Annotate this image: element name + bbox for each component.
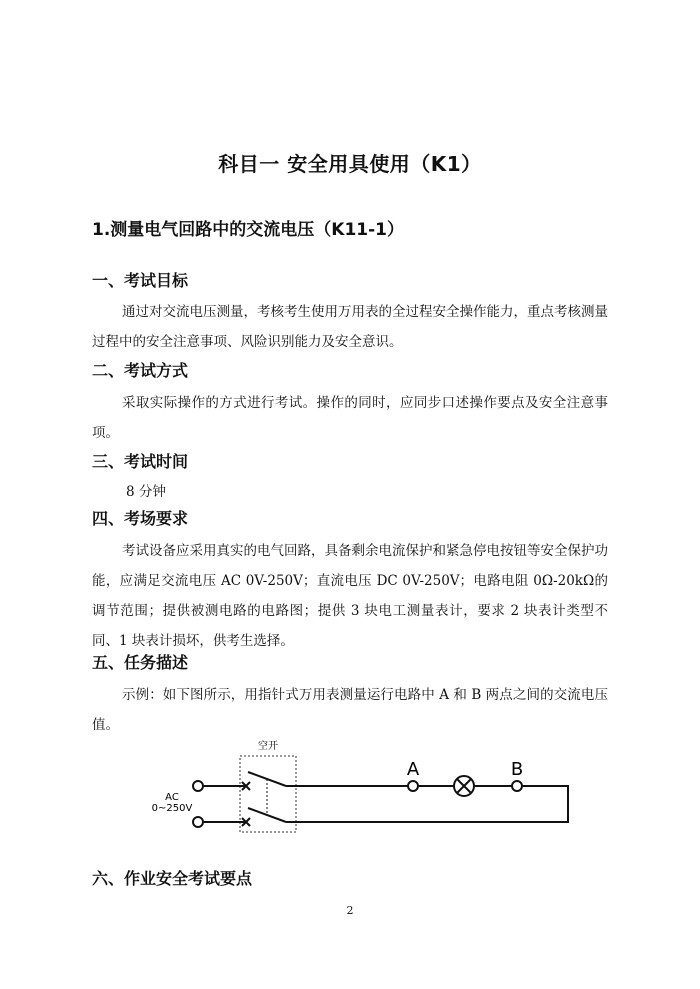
paragraph-exam-time: 8 分钟	[126, 484, 166, 500]
heading-exam-time: 三、考试时间	[92, 452, 189, 471]
heading-venue-requirements: 四、考场要求	[92, 509, 189, 528]
paragraph-exam-goal: 通过对交流电压测量，考核考生使用万用表的全过程安全操作能力，重点考核测量过程中的安全注意事项、风险识别能力及安全意识。	[92, 304, 608, 350]
terminal-bottom	[193, 817, 203, 827]
circuit-diagram	[150, 738, 580, 838]
paragraph-exam-method: 采取实际操作的方式进行考试。操作的同时，应同步口述操作要点及安全注意事项。	[92, 395, 608, 441]
breaker-label: 空开	[258, 741, 278, 752]
heading-task-description: 五、任务描述	[92, 653, 189, 672]
heading-exam-method: 二、考试方式	[92, 361, 189, 380]
paragraph-task-description: 示例：如下图所示，用指针式万用表测量运行电路中 A 和 B 两点之间的交流电压值。	[92, 687, 608, 733]
label-point-a: A	[406, 759, 420, 780]
heading-exam-goal: 一、考试目标	[92, 271, 189, 290]
paragraph-venue-requirements: 考试设备应采用真实的电气回路，具备剩余电流保护和紧急停电按钮等安全保护功能，应满足交流电压 AC 0V-250V；直流电压 DC 0V-250V；电路电阻 0Ω-20kΩ的调节范围；提供被测电路的电路图；提供 3 块电工测量表计，要求 2 块表计类型不同、1 块表计损坏，供考生选择。	[92, 543, 608, 649]
section-subtitle: 1.测量电气回路中的交流电压（K11-1）	[92, 220, 405, 240]
terminal-top	[193, 781, 203, 791]
test-point-a	[408, 781, 418, 791]
source-label-range: 0~250V	[151, 803, 193, 814]
label-point-b: B	[510, 759, 524, 780]
page-number: 2	[346, 904, 354, 917]
document-title: 科目一 安全用具使用（K1）	[218, 152, 482, 176]
heading-safety-points: 六、作业安全考试要点	[92, 869, 253, 888]
test-point-b	[512, 781, 522, 791]
source-label-ac: AC	[165, 792, 179, 803]
lamp-icon	[454, 776, 474, 796]
